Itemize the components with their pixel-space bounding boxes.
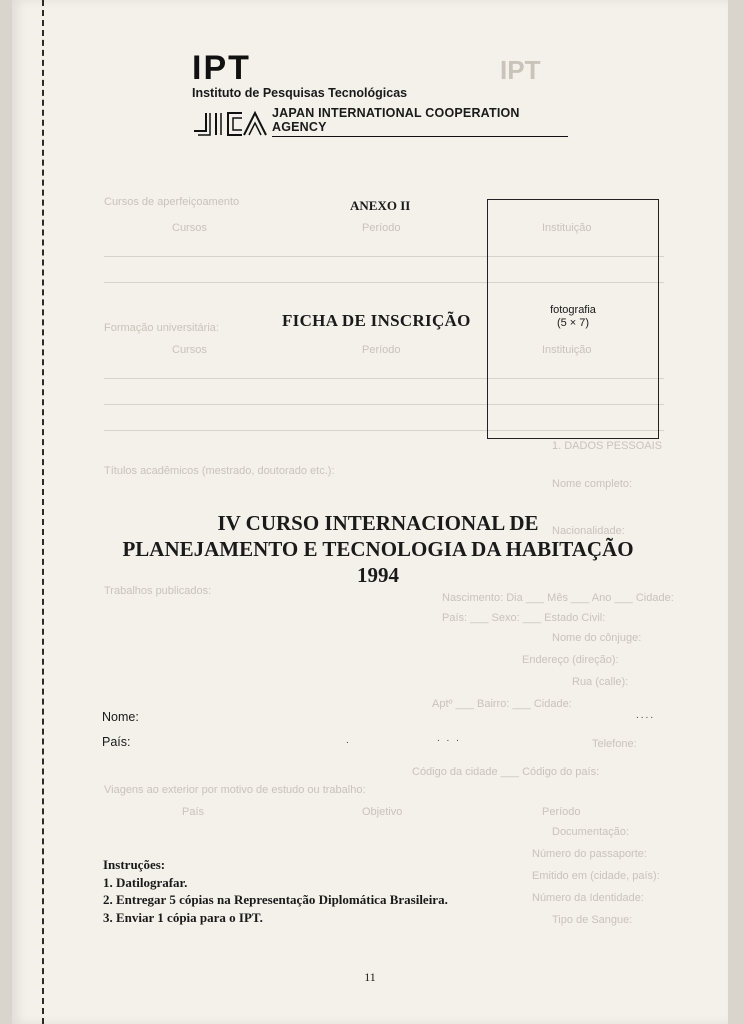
page-number: 11 — [364, 970, 376, 984]
country-field-dots-1: . — [346, 735, 351, 746]
header-logos — [192, 49, 572, 137]
photo-box — [487, 199, 659, 439]
form-title: FICHA DE INSCRIÇÃO — [282, 311, 471, 330]
instructions — [103, 856, 448, 926]
binding-perforation — [42, 0, 44, 1024]
photo-label-line1: fotografia — [550, 304, 596, 316]
jica-row — [192, 106, 572, 137]
course-year: 1994 — [357, 563, 399, 587]
instruction-item: 2. Entregar 5 cópias na Representação Diplomática Brasileira. — [103, 892, 448, 907]
ipt-logo: IPT — [192, 49, 251, 87]
country-field-dots-2: . . . — [437, 733, 461, 744]
country-field-label: País: — [102, 735, 131, 749]
instruction-item: 1. Datilografar. — [103, 874, 188, 890]
jica-logo-icon — [192, 109, 268, 137]
instructions-heading: Instruções: — [103, 857, 166, 872]
annex-label: ANEXO II — [350, 198, 411, 213]
course-title-line1: IV CURSO INTERNACIONAL DE — [217, 511, 539, 535]
name-field-label: Nome: — [102, 710, 139, 724]
instruction-item: 3. Enviar 1 cópia para o IPT. — [103, 909, 263, 925]
institute-name: Instituto de Pesquisas Tecnológicas — [192, 86, 408, 100]
document-page: IPT Cursos de aperfeiçoamento Cursos Período Instituição Formação universitária: Cursos Período Instituição Títulos acadêmicos (mestrado, doutorado etc.): 1. DADOS PESSOAIS Nome completo: Nacionalidade: Trabalhos publicados: Nascimento: Dia ___ Mês ___ Ano ___ Cidade: País: ___ Sexo: ___ Estado Civil: Nome do cônjuge: Endereço (direção): Rua (calle): Aptº ___ Bairro: ___ Cidade: Telefone: Código da cidade ___ Código do país: Viagens ao exterior por motivo de estudo ou trabalho: País Objetivo Período Documentação: Número do passaporte: Emitido em (cidade, país): Número da Identidade: Tipo de Sangue: IPT Instituto de Pesquisas Tecnológicas JAPAN INTERNATIONAL COOPERATION AGENCY ANEXO II FICHA DE INSCRIÇÃO fotografia (5 × 7) IV CURSO INTERNACIONAL DE PLANEJAMENTO E TECNOLOGIA DA HABITAÇÃO 1994 Nome: .... País: . . . . Instruções: 1. Datilografar. 2. Entregar 5 cópias na Representação Diplomática Brasileira. 3. Enviar 1 cópia para o IPT. 11 — [12, 0, 728, 1024]
course-title — [72, 510, 684, 588]
photo-label-line2: (5 × 7) — [556, 317, 590, 329]
agency-name: JAPAN INTERNATIONAL COOPERATION AGENCY — [272, 106, 568, 137]
name-field-dots: .... — [636, 710, 656, 721]
course-title-line2: PLANEJAMENTO E TECNOLOGIA DA HABITAÇÃO — [122, 537, 634, 561]
photo-label — [488, 304, 658, 330]
